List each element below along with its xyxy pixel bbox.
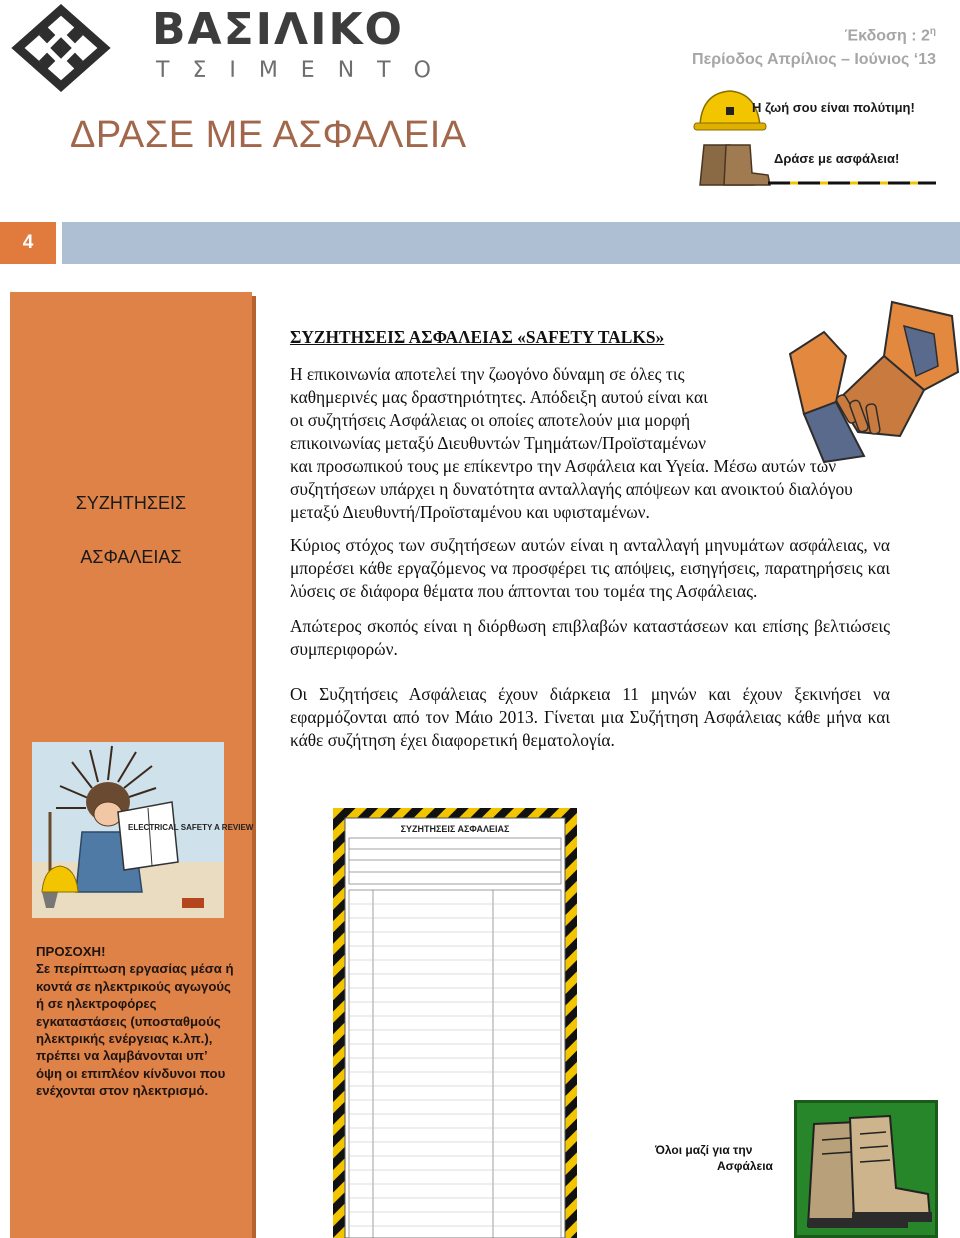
paragraph-4: Οι Συζητήσεις Ασφάλειας έχουν διάρκεια 11 μηνών και έχουν ξεκινήσει να εφαρμόζονται από τον Μάιο 2013. Γίνεται μια Συζήτηση Ασφάλειας κάθε μήνα και κάθε συζήτηση έχει διαφορετική θεματολογία. [290, 684, 890, 750]
company-logo-icon [12, 4, 110, 92]
electrical-warning [36, 943, 234, 1100]
brand-name: ΒΑΣΙΛΙΚΟ [152, 4, 404, 55]
work-boots-image [794, 1100, 938, 1238]
closing-slogan: Όλοι μαζί για την Ασφάλεια [655, 1143, 773, 1173]
form-title: ΣΥΖΗΤΗΣΕΙΣ ΑΣΦΑΛΕΙΑΣ [400, 824, 510, 834]
paragraph-2: Κύριος στόχος των συζητήσεων αυτών είναι η ανταλλαγή μηνυμάτων ασφάλειας, να μπορέσει κάθε εργαζόμενος να προσφέρει τις απόψεις, εισηγήσεις, παρατηρήσεις και λύσεις σε διάφορα θέματα που άπτονται του τομέα της Ασφάλειας. [290, 535, 890, 601]
paragraph-1-line: καθημερινές μας δραστηριότητες. Απόδειξη αυτού είναι και [290, 387, 708, 407]
paragraph-3: Απώτερος σκοπός είναι η διόρθωση επιβλαβών καταστάσεων και επίσης βελτιώσεις συμπεριφορών. [290, 616, 890, 659]
header-bar [62, 222, 960, 264]
banner-line-2: Δράσε με ασφάλεια! [774, 151, 900, 166]
banner-line-1: Η ζωή σου είναι πολύτιμη! [752, 100, 915, 115]
paragraph-1 [290, 363, 890, 524]
paragraph-1-line: οι συζητήσεις Ασφάλειας οι οποίες αποτελούν μια μορφή [290, 410, 691, 430]
cartoon-book-text: ELECTRICAL SAFETY A REVIEW [128, 823, 254, 832]
paragraph-1-line: Η επικοινωνία αποτελεί την ζωογόνο δύναμη σε όλες τις [290, 364, 685, 384]
issue-number: Έκδοση : $2^\eta$ [844, 26, 936, 45]
sidebar-title: ΣΥΖΗΤΗΣΕΙΣ ΑΣΦΑΛΕΙΑΣ [75, 493, 187, 567]
issue-info [692, 20, 936, 72]
warning-title: ΠΡΟΣΟΧΗ! [36, 944, 106, 959]
safety-talks-form-image [333, 808, 577, 1238]
page-headline: ΔΡΑΣΕ ΜΕ ΑΣΦΑΛΕΙΑ [70, 114, 467, 156]
main-article [290, 326, 890, 762]
section-title: ΣΥΖΗΤΗΣΕΙΣ ΑΣΦΑΛΕΙΑΣ «SAFETY TALKS» [290, 327, 665, 347]
paragraph-1-rest: και προσωπικού τους με επίκεντρο την Ασφάλεια και Υγεία. Μέσω αυτών των συζητήσεων υπάρχει η δυνατότητα ανταλλαγής απόψεων και ανοικτού διαλόγου μεταξύ Διευθυντή/Προϊσταμένου και υφισταμένων. [290, 456, 853, 522]
electrical-safety-cartoon-image [32, 742, 254, 918]
warning-text: Σε περίπτωση εργασίας μέσα ή κοντά σε ηλεκτρικούς αγωγούς ή σε ηλεκτροφόρες εγκαταστάσεις (υποσταθμούς ηλεκτρικής ενέργειας κ.λπ.), πρέπει να λαμβάνονται υπ’ όψη οι επιπλέον κίνδυνοι που ενέχονται στον ηλεκτρισμό. [36, 961, 234, 1099]
brand-subtitle: ΤΣΙΜΕΝΤΟ [156, 58, 454, 83]
issue-period: Περίοδος Απρίλιος – Ιούνιος ‘13 [692, 51, 936, 69]
paragraph-1-line: επικοινωνίας μεταξύ Διευθυντών Τμημάτων/Προϊσταμένων [290, 433, 706, 453]
safety-banner-image [690, 85, 938, 190]
page-number: 4 [0, 222, 56, 264]
